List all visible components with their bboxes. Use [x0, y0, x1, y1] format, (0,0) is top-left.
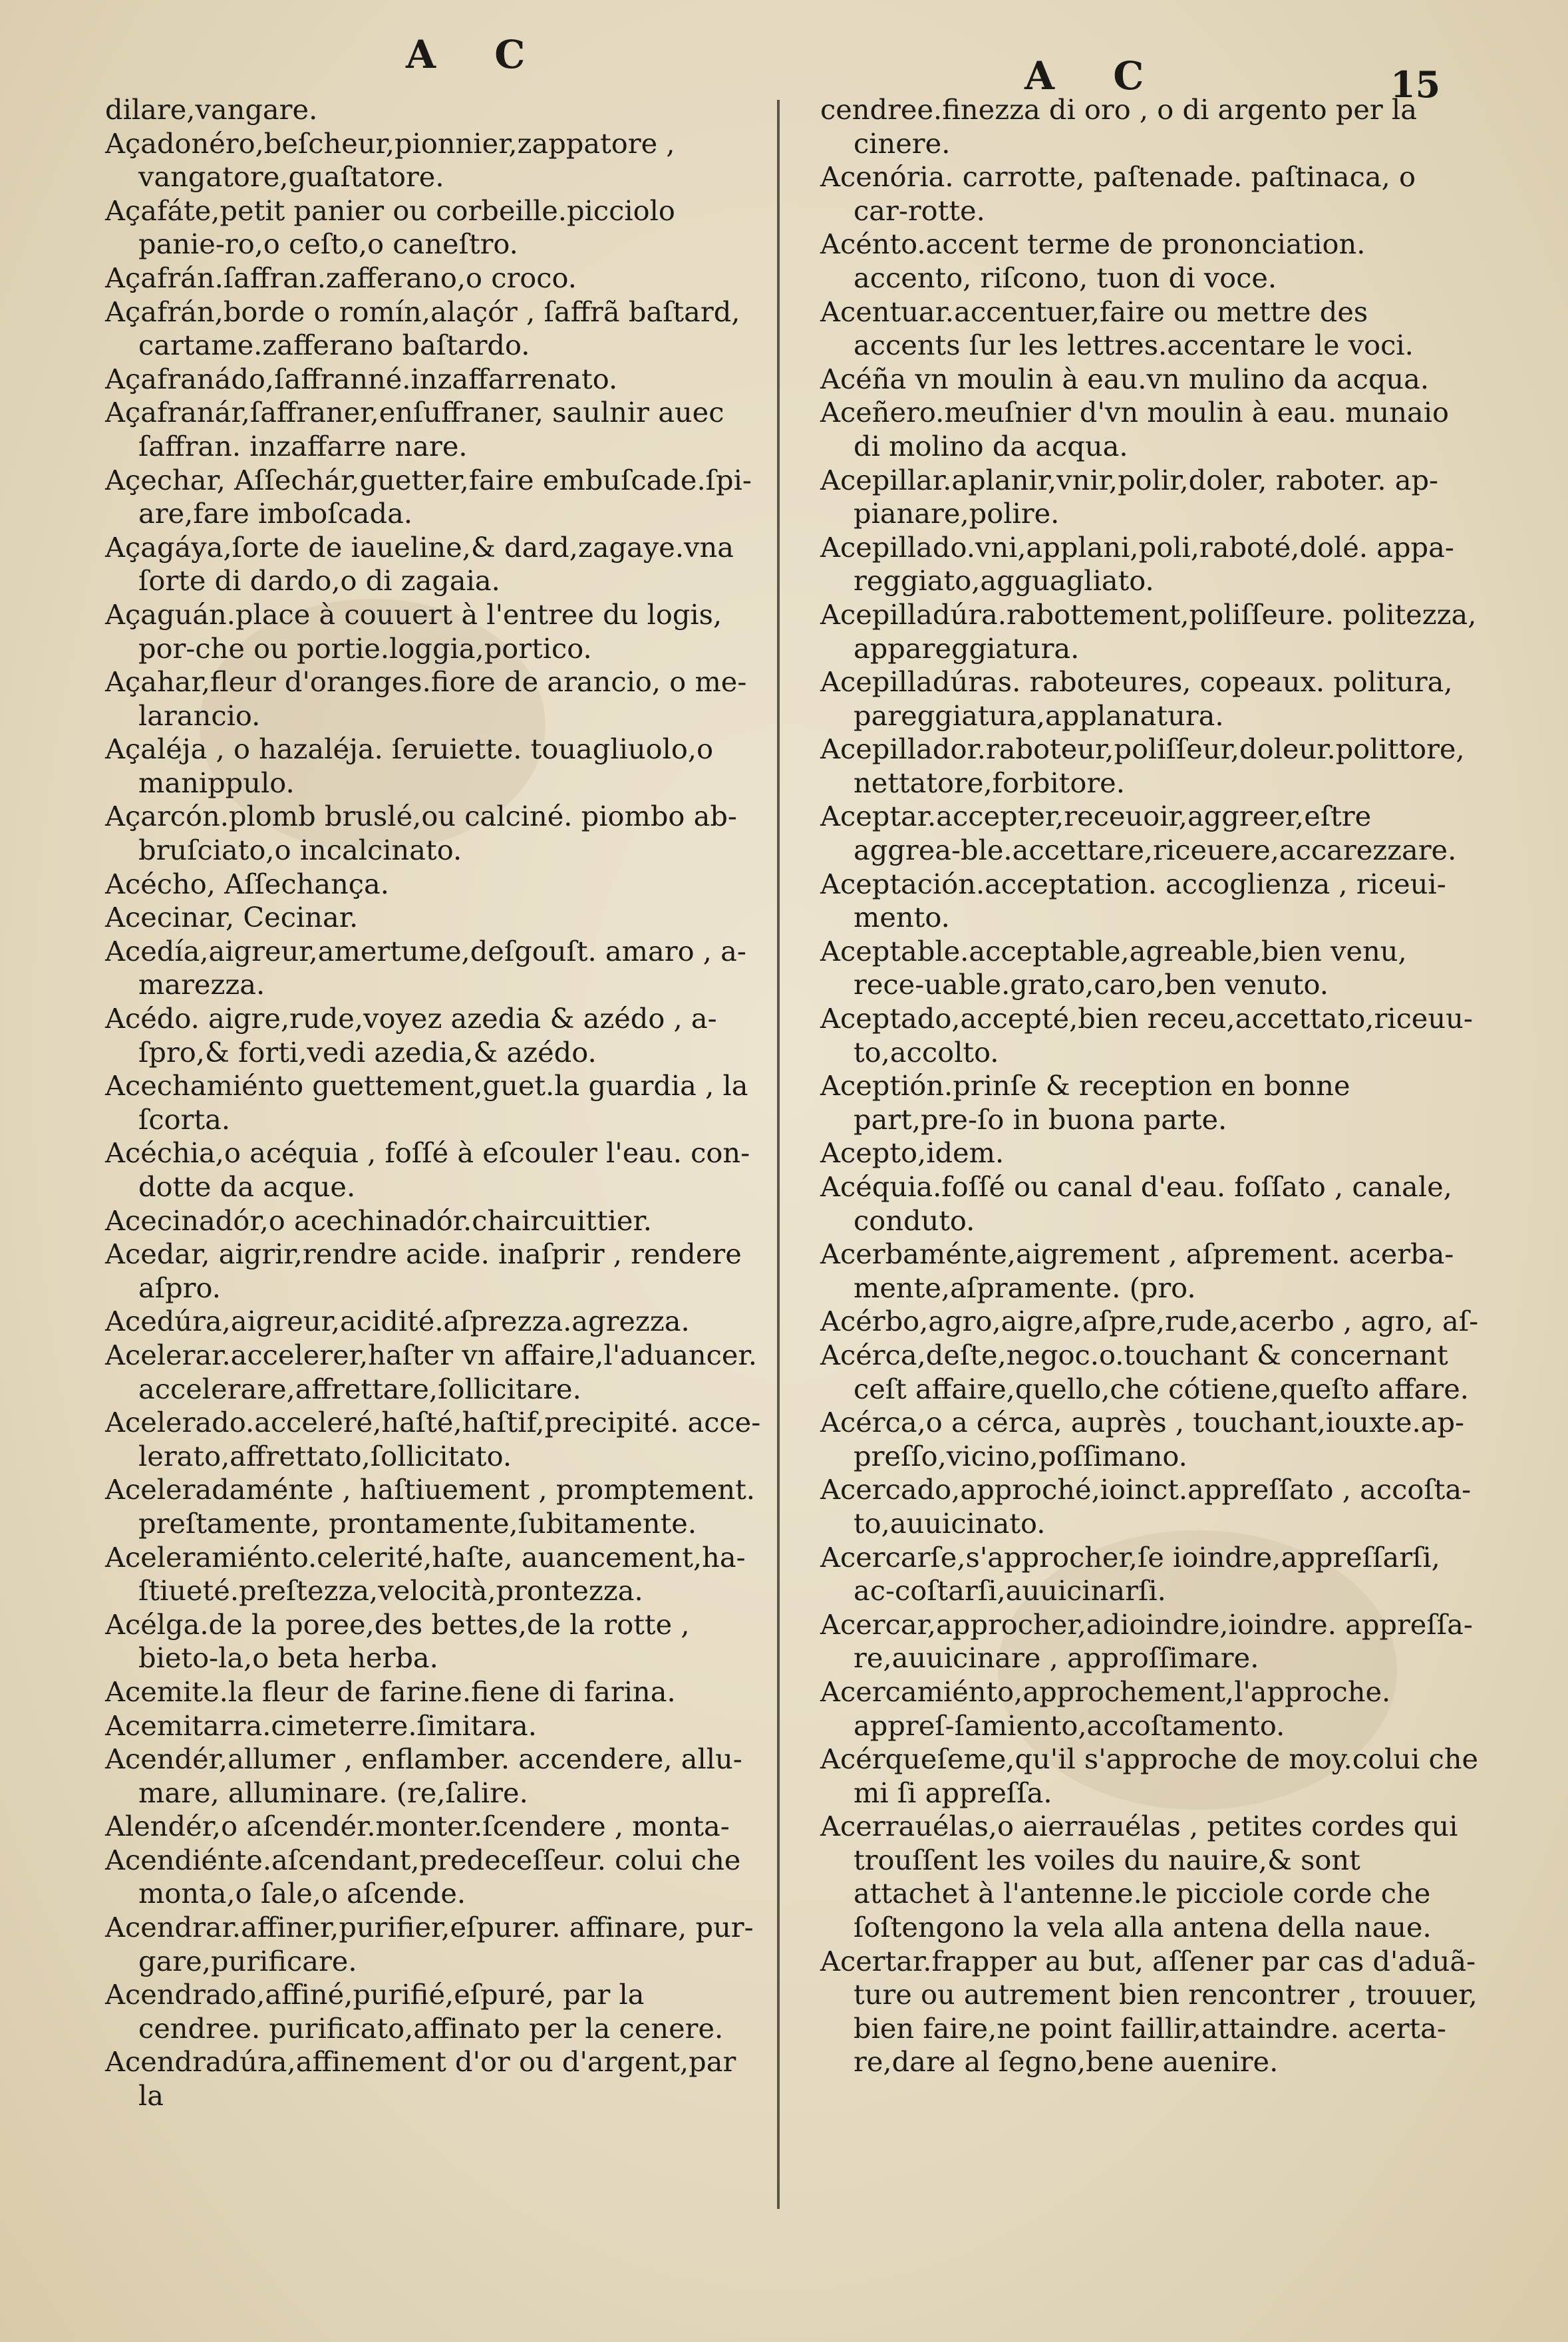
dictionary-entry: Aceñero.meuſnier d'vn moulin à eau. munaio di molino da acqua. — [820, 396, 1449, 462]
dictionary-entry: Acepilladúra.rabottement,poliſſeure. politezza, appareggiatura. — [820, 597, 1477, 665]
dictionary-entry: Acemite.la fleur de farine.fiene di farina. — [105, 1675, 676, 1708]
dictionary-entry: Acepilladúras. raboteures, copeaux. politura, pareggiatura,applanatura. — [820, 665, 1453, 732]
dictionary-entry: Alendér,o aſcendér.monter.ſcendere , monta- — [105, 1810, 730, 1843]
dictionary-entry: Acendér,allumer , enflamber. accendere, allu-mare, alluminare. (re,ſalire. — [105, 1743, 742, 1809]
dictionary-entry: Açafáte,petit panier ou corbeille.picciolo panie-ro,o ceſto,o caneſtro. — [105, 194, 675, 261]
dictionary-entry: Aceleramiénto.celerité,haſte, auancement,ha-ſtiueté.preſtezza,velocità,prontezza. — [105, 1540, 746, 1607]
dictionary-entry: Acendradúra,affinement d'or ou d'argent,par la — [105, 2045, 736, 2112]
dictionary-entry: Acentuar.accentuer,faire ou mettre des accents ſur les lettres.accentare le voci. — [820, 295, 1414, 362]
dictionary-entry: Acécho, Aſſechança. — [105, 867, 389, 900]
dictionary-entry: Açechar, Aſſechár,guetter,faire embuſcade.ſpi-are,fare imboſcada. — [105, 463, 752, 530]
dictionary-entry: Açafranár,ſaffraner,enſuffraner, saulnir auec ſaffran. inzaffarre nare. — [105, 396, 724, 462]
left-column — [105, 93, 764, 2113]
dictionary-entry: Açaguán.place à couuert à l'entree du logis, por-che ou portie.loggia,portico. — [105, 597, 722, 665]
dictionary-entry: Acepillador.raboteur,poliſſeur,doleur.polittore, nettatore,forbitore. — [820, 733, 1465, 799]
dictionary-entry: Acertar.frapper au but, aſſener par cas d'aduã-ture ou autrement bien rencontrer , trouuer, bien faire,ne point faillir,attaindre. acerta-re,dare al ſegno,bene auenire. — [820, 1944, 1478, 2079]
dictionary-entry: Acercarſe,s'approcher,ſe ioindre,appreſſarſi, ac-coſtarſi,auuicinarſi. — [820, 1540, 1440, 1607]
dictionary-entry: Acecinadór,o acechinadór.chaircuittier. — [105, 1204, 652, 1237]
dictionary-entry: Acerbaménte,aigrement , aſprement. acerba-mente,aſpramente. (pro. — [820, 1238, 1454, 1304]
dictionary-entry: Acepillar.aplanir,vnir,polir,doler, raboter. ap-pianare,polire. — [820, 463, 1439, 530]
page-number: 15 — [1390, 63, 1441, 106]
dictionary-entry: Acelerar.accelerer,haſter vn affaire,l'aduancer. accelerare,affrettare,ſollicitare. — [105, 1338, 757, 1405]
dictionary-entry: Acerrauélas,o aierrauélas , petites cordes qui trouſſent les voiles du nauire,& sont attachet à l'antenne.le picciole corde che ſoſtengono la vela alla antena della naue. — [820, 1810, 1458, 1944]
dictionary-entry: Acérca,deſte,negoc.o.touchant & concernant ceſt affaire,quello,che cótiene,queſto affare. — [820, 1338, 1469, 1405]
dictionary-entry: Açahar,fleur d'oranges.fiore de arancio, o me-larancio. — [105, 665, 747, 732]
dictionary-entry: Aceptión.prinſe & reception en bonne part,pre-ſo in buona parte. — [820, 1069, 1350, 1136]
dictionary-entry: Acelerado.acceleré,haſté,haſtif,precipité. acce-lerato,affrettato,ſollicitato. — [105, 1406, 761, 1472]
dictionary-entry: Açafrán.ſaffran.zafferano,o croco. — [105, 261, 577, 294]
dictionary-entry: Acénto.accent terme de prononciation. accento, riſcono, tuon di voce. — [820, 228, 1366, 294]
dictionary-entry: Açafranádo,ſaffranné.inzaffarrenato. — [105, 362, 618, 395]
dictionary-entry: Acédo. aigre,rude,voyez azedia & azédo , a-ſpro,& forti,vedi azedia,& azédo. — [105, 1002, 717, 1069]
dictionary-entry: Acérca,o a cérca, auprès , touchant,iouxte.ap-preſſo,vicino,poſſimano. — [820, 1406, 1465, 1472]
running-head-right: A C — [1024, 53, 1167, 98]
dictionary-entry: dilare,vangare. — [105, 93, 318, 126]
dictionary-entry: Acéchia,o acéquia , foſſé à eſcouler l'eau. con-dotte da acque. — [105, 1136, 750, 1203]
dictionary-entry: Acercamiénto,approchement,l'approche. appreſ-ſamiento,accoſtamento. — [820, 1675, 1391, 1742]
dictionary-entry: Açagáya,ſorte de iaueline,& dard,zagaye.vna ſorte di dardo,o di zagaia. — [105, 530, 734, 597]
dictionary-entry: Açadonéro,beſcheur,pionnier,zappatore , vangatore,guaſtatore. — [105, 126, 675, 194]
page-header — [0, 27, 1568, 106]
dictionary-entry: Acenória. carrotte, paſtenade. paſtinaca, o car-rotte. — [820, 160, 1416, 227]
dictionary-entry: Acedía,aigreur,amertume,deſgouſt. amaro , a-marezza. — [105, 934, 746, 1001]
dictionary-entry: Aceptable.acceptable,agreable,bien venu, rece-uable.grato,caro,ben venuto. — [820, 934, 1407, 1001]
column-rule — [777, 100, 780, 2209]
dictionary-entry: Açafrán,borde o romín,alaçór , ſaffrã baſtard, cartame.zafferano baſtardo. — [105, 295, 740, 362]
dictionary-entry: Acendiénte.aſcendant,predeceſſeur. colui che monta,o ſale,o aſcende. — [105, 1843, 741, 1910]
dictionary-entry: Açaléja , o hazaléja. ſeruiette. touagliuolo,o manippulo. — [105, 733, 714, 799]
dictionary-entry: Acecinar, Cecinar. — [105, 901, 359, 934]
running-head-left: A C — [406, 32, 548, 77]
dictionary-entry: Acedar, aigrir,rendre acide. inaſprir , rendere aſpro. — [105, 1238, 742, 1304]
dictionary-entry: Acendrar.affiner,purifier,eſpurer. affinare, pur-gare,purificare. — [105, 1911, 754, 1977]
dictionary-entry: Acéquia.foſſé ou canal d'eau. foſſato , canale, conduto. — [820, 1170, 1452, 1237]
dictionary-entry: Acechamiénto guettement,guet.la guardia , la ſcorta. — [105, 1069, 748, 1136]
dictionary-entry: Acepillado.vni,applani,poli,raboté,dolé. appa-reggiato,agguagliato. — [820, 530, 1454, 597]
dictionary-entry: Acepto,idem. — [820, 1136, 1005, 1170]
dictionary-entry: Aceptado,accepté,bien receu,accettato,riceuu-to,accolto. — [820, 1002, 1473, 1069]
dictionary-entry: Açarcón.plomb bruslé,ou calciné. piombo ab-bruſciato,o incalcinato. — [105, 800, 737, 867]
dictionary-entry: cendree.finezza di oro , o di argento per la cinere. — [820, 93, 1417, 160]
dictionary-entry: Acercar,approcher,adioindre,ioindre. appreſſa-re,auuicinare , approſſimare. — [820, 1607, 1473, 1675]
dictionary-entry: Acercado,approché,ioinct.appreſſato , accoſta-to,auuicinato. — [820, 1473, 1472, 1540]
dictionary-entry: Acéña vn moulin à eau.vn mulino da acqua. — [820, 362, 1430, 395]
dictionary-entry: Aceleradaménte , haſtiuement , promptement. preſtamente, prontamente,ſubitamente. — [105, 1473, 755, 1540]
dictionary-entry: Acedúra,aigreur,acidité.aſprezza.agrezza. — [105, 1305, 690, 1338]
dictionary-entry: Acendrado,affiné,purifié,eſpuré, par la cendree. purificato,affinato per la cenere. — [105, 1978, 724, 2045]
dictionary-entry: Aceptar.accepter,receuoir,aggreer,eſtre aggrea-ble.accettare,riceuere,accarezzare. — [820, 800, 1457, 867]
dictionary-entry: Acérqueſeme,qu'il s'approche de moy.colui che mi ſi appreſſa. — [820, 1743, 1479, 1809]
dictionary-entry: Acélga.de la poree,des bettes,de la rotte , bieto-la,o beta herba. — [105, 1607, 690, 1675]
dictionary-entry: Acérbo,agro,aigre,aſpre,rude,acerbo , agro, aſ- — [820, 1305, 1479, 1338]
dictionary-entry: Acemitarra.cimeterre.ſimitara. — [105, 1709, 537, 1742]
right-column — [820, 93, 1479, 2079]
dictionary-entry: Aceptación.acceptation. accoglienza , riceui-mento. — [820, 867, 1446, 934]
